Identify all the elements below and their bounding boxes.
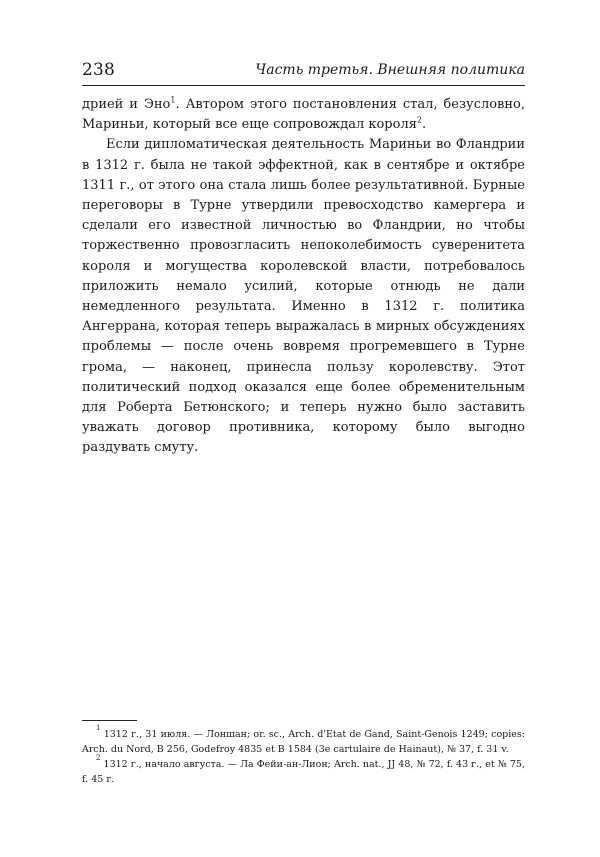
footnotes [82,724,525,788]
footnote-1-text: 1312 г., 31 июля. — Лоншан; or. sc., Arch. d'Etat de Gand, Saint-Genois 1249; copies: Arch. du Nord, B 256, Godefroy 4835 et B 1584 (3e cartulaire de Hainaut), № 37, f. 31 v. [82,729,525,755]
footnote-ref-2[interactable]: 2 [416,115,423,125]
body-text [82,95,525,459]
footnote-1 [82,724,525,757]
paragraph-1-text-b: . Автором этого постановления стал, безусловно, Мариньи, который все еще сопровождал короля [82,97,525,133]
footnote-1-mark: 1 [96,724,101,732]
paragraph-2: Если дипломатическая деятельность Мариньи во Фландрии в 1312 г. была не такой эффектной, как в сентябре и октябре 1311 г., от этого она стала лишь более результативной. Бурные переговоры в Турне утвердили превосходство камергера и сделали его известной личностью во Фландрии, но чтобы торжественно провозгласить непоколебимость суверенитета короля и могущества королевской власти, потребовалось приложить немало усилий, которые отнюдь не дали немедленного результата. Именно в 1312 г. политика Ангеррана, которая теперь выражалась в мирных обсуждениях проблемы — после очень вовремя прогремевшего в Турне грома, — наконец, принесла пользу королевству. Этот политический подход оказался еще более обременительным для Роберта Бетюнского; и теперь нужно было заставить уважать договор противника, которому было выгодно раздувать смуту. [82,137,525,456]
paragraph-1 [82,95,525,135]
footnote-rule [82,720,137,721]
running-head: Часть третья. Внешняя политика [255,62,525,78]
footnote-ref-1[interactable]: 1 [170,95,176,105]
footnote-2-text: 1312 г., начало августа. — Ла Фейи-ан-Лион; Arch. nat., JJ 48, № 72, f. 43 г., et № 75, f. 45 г. [82,759,525,785]
footnote-2-mark: 2 [96,754,101,762]
page-number: 238 [82,60,116,80]
paragraph-1-text-c: . [422,117,427,133]
header-rule [82,85,525,86]
paragraph-1-text-a: дрией и Эно [82,97,171,112]
footnote-2 [82,754,525,787]
